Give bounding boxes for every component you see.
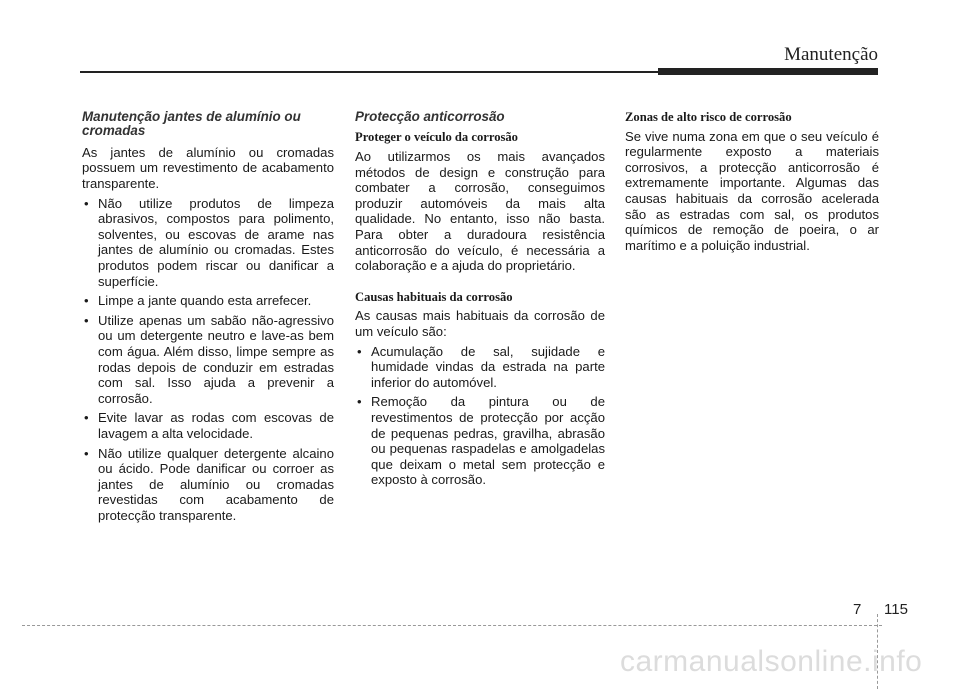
column-high-risk-zones [625, 110, 879, 257]
section-title-corrosion: Protecção anticorrosão [355, 109, 505, 124]
causes-paragraph: As causas mais habituais da corrosão de um veículo são: [355, 308, 605, 339]
list-item: • Remoção da pintura ou de revestimentos de protecção por acção de pequenas pedras, gravilha, abrasão ou pequenas raspadelas e amolgadelas que deixam o metal sem protecção e exposto à corrosão. [355, 394, 605, 488]
list-item: • Não utilize qualquer detergente alcaino ou ácido. Pode danificar ou corroer as jantes de alumínio ou cromadas revestidas com acabamento de protecção transparente. [82, 446, 334, 524]
subsection-title-protect: Proteger o veículo da corrosão [355, 130, 518, 145]
list-item: • Não utilize produtos de limpeza abrasivos, compostos para polimento, solventes, ou escovas de arame nas jantes de alumínio ou cromadas. Estes produtos podem riscar ou danificar a superfície. [82, 196, 334, 290]
high-risk-paragraph: Se vive numa zona em que o seu veículo é regularmente exposto a materiais corrosivos, a protecção anticorrosão é extremamente importante. Algumas das causas habituais da corrosão acelerada são as estradas com sal, os produtos químicos de remoção de poeira, o ar marítimo e a poluição industrial. [625, 128, 879, 253]
watermark: carmanualsonline.info [620, 645, 923, 678]
subsection-title-causes: Causas habituais da corrosão [355, 289, 513, 304]
section-title-wheels: Manutenção jantes de alumínio ou cromadas [82, 109, 301, 139]
column-corrosion-protection [355, 110, 605, 492]
page-number: 115 [884, 601, 908, 618]
causes-bullet-list [355, 344, 605, 488]
list-item: • Utilize apenas um sabão não-agressivo ou um detergente neutro e lave-as bem com água. Além disso, limpe sempre as rodas depois de conduzir em estradas com sal. Isso ajuda a prevenir a corrosão. [82, 313, 334, 407]
list-item: • Acumulação de sal, sujidade e humidade vindas da estrada na parte inferior do automóvel. [355, 344, 605, 391]
wheels-intro: As jantes de alumínio ou cromadas possuem um revestimento de acabamento transparente. [82, 144, 334, 191]
list-item: • Evite lavar as rodas com escovas de lavagem a alta velocidade. [82, 410, 334, 441]
footer-rule [22, 625, 882, 626]
column-wheel-maintenance [82, 110, 334, 527]
list-item: • Limpe a jante quando esta arrefecer. [82, 293, 334, 309]
protect-paragraph: Ao utilizarmos os mais avançados métodos de design e construção para combater a corrosão, conseguimos produzir automóveis da mais alta qualidade. No entanto, isso não basta. Para obter a duradoura resistência anticorrosão do veículo, é necessária a colaboração e a ajuda do proprietário. [355, 149, 605, 274]
chapter-number: 7 [853, 601, 862, 618]
header-rule-accent [658, 68, 878, 75]
wheels-bullet-list [82, 196, 334, 524]
subsection-title-high-risk: Zonas de alto risco de corrosão [625, 110, 792, 124]
page-header-title: Manutenção [784, 44, 878, 65]
header-rule [80, 71, 660, 73]
